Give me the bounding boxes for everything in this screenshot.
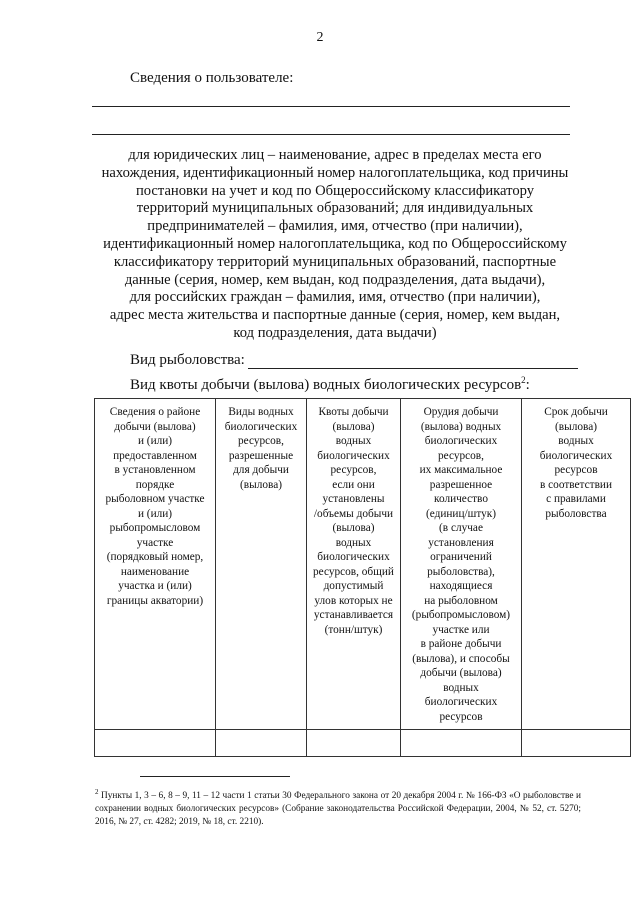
- header-line: установлены: [322, 493, 385, 505]
- footnote-separator: [140, 776, 290, 777]
- header-line: (тонн/штук): [324, 623, 383, 636]
- user-description-line: для юридических лиц – наименование, адрес в пределах места его: [128, 147, 542, 163]
- header-line: ресурсов,: [238, 435, 284, 447]
- header-line: (вылова), и способы: [412, 652, 510, 665]
- header-fishing-period: [522, 399, 631, 730]
- user-description-line: территорий муниципальных образований; для индивидуальных: [136, 200, 534, 217]
- footnote: [95, 786, 581, 829]
- header-line: разрешенные: [228, 449, 294, 462]
- user-description-line: для российских граждан – фамилия, имя, отчество (при наличии),: [129, 289, 541, 306]
- header-line: добычи (вылова): [114, 420, 196, 433]
- header-line: Виды водных: [228, 406, 294, 418]
- fishing-type-label: Вид рыболовства:: [130, 352, 245, 368]
- header-line: ресурсов,: [438, 449, 484, 462]
- table-row: [95, 730, 631, 757]
- header-line: ресурсов: [554, 464, 598, 476]
- table-cell: [401, 730, 522, 757]
- header-line: участка и (или): [118, 580, 192, 592]
- header-line: и (или): [137, 507, 173, 520]
- header-quotas: [307, 399, 401, 730]
- header-line: (вылова): [555, 420, 597, 433]
- header-line: Квоты добычи: [318, 406, 389, 418]
- table-header-row: [95, 399, 631, 730]
- quota-footnote-mark: 2: [521, 375, 526, 385]
- header-line: (вылова) водных: [420, 420, 502, 433]
- header-line: рыболовства),: [427, 565, 495, 578]
- header-line: для добычи: [233, 464, 289, 476]
- user-description-line: классификатору территорий муниципальных образований, паспортные: [113, 253, 557, 270]
- header-line: Сведения о районе: [109, 406, 201, 418]
- fishing-info-table: [94, 398, 631, 757]
- header-line: Орудия добычи: [423, 406, 499, 418]
- header-line: водных: [335, 536, 372, 549]
- header-line: участке или: [432, 623, 490, 636]
- user-info-line-1: [92, 106, 570, 107]
- header-line: водных: [443, 681, 479, 694]
- header-line: с правилами: [546, 493, 606, 505]
- user-description-line: данные (серия, номер, кем выдан, код подразделения, дата выдачи),: [124, 271, 546, 288]
- header-line: находящиеся: [429, 580, 493, 592]
- fishing-type-row: [130, 352, 245, 369]
- header-area-info: [95, 399, 216, 730]
- header-line: в установленном: [114, 464, 196, 476]
- header-line: водных: [335, 435, 372, 447]
- header-line: биологических: [317, 449, 390, 462]
- header-line: границы акватории): [106, 594, 204, 607]
- user-description-line: код подразделения, дата выдачи): [233, 324, 437, 341]
- user-section-title: Сведения о пользователе:: [130, 70, 294, 86]
- user-description-line: адрес места жительства и паспортные данные (серия, номер, кем выдан,: [109, 307, 561, 324]
- footnote-text: Пункты 1, 3 – 6, 8 – 9, 11 – 12 части 1 статьи 30 Федерального закона от 20 декабря 2004 г. № 166-ФЗ «О рыболовстве и сохранении водных биологических ресурсов» (Собрание законодательства Российской Федерации, 2004, № 52, ст. 5270; 2016, № 27, ст. 4282; 2019, № 18, ст. 2210).: [95, 791, 581, 828]
- header-line: биологических: [539, 449, 613, 462]
- header-line: устанавливается: [313, 609, 394, 621]
- header-line: /объемы добычи: [313, 507, 394, 520]
- header-line: рыболовства: [545, 507, 607, 520]
- header-line: ресурсов,: [330, 464, 377, 476]
- header-line: допустимый: [323, 580, 384, 592]
- header-line: порядке: [135, 478, 175, 491]
- page-number: 2: [316, 30, 324, 45]
- header-line: Срок добычи: [544, 406, 608, 418]
- header-line: (вылова): [332, 420, 375, 433]
- header-line: (рыбопромысловом): [411, 609, 511, 621]
- header-line: рыбопромысловом: [109, 522, 201, 534]
- table-cell: [216, 730, 307, 757]
- header-line: улов которых не: [314, 594, 393, 607]
- quota-type-row: [130, 375, 530, 394]
- user-description-line: нахождения, идентификационный номер налогоплательщика, код причины: [101, 164, 569, 181]
- header-line: и (или): [137, 435, 173, 447]
- header-species: [216, 399, 307, 730]
- header-line: участке: [136, 536, 174, 549]
- header-line: (порядковый номер,: [106, 551, 204, 563]
- header-line: в районе добычи: [420, 638, 502, 650]
- header-line: биологических: [424, 435, 498, 447]
- header-line: на рыболовном: [424, 594, 498, 607]
- header-line: биологических: [224, 420, 298, 433]
- header-line: добычи (вылова): [420, 667, 502, 679]
- header-line: разрешенное: [429, 478, 493, 491]
- header-line: рыболовном участке: [105, 493, 205, 505]
- header-line: предоставленном: [113, 449, 197, 462]
- user-description: [80, 147, 590, 343]
- user-description-line: постановки на учет и код по Общероссийскому классификатору: [135, 182, 535, 199]
- header-line: (вылова): [332, 522, 375, 534]
- header-line: (в случае: [439, 522, 483, 534]
- quota-type-label: Вид квоты добычи (вылова) водных биологических ресурсов: [130, 377, 522, 393]
- header-line: биологических: [424, 696, 498, 708]
- header-line: водных: [558, 435, 594, 447]
- user-description-line: предпринимателей – фамилия, имя, отчество (при наличии),: [147, 218, 523, 235]
- fishing-type-line: [248, 368, 578, 369]
- header-line: ресурсов, общий: [313, 565, 394, 578]
- header-line: установления: [428, 536, 494, 549]
- user-description-line: идентификационный номер налогоплательщика, код по Общероссийскому: [103, 235, 567, 252]
- footnote-mark: 2: [95, 788, 99, 796]
- header-line: (единиц/штук): [425, 507, 497, 520]
- header-line: если они: [332, 478, 375, 491]
- header-fishing-gear: [401, 399, 522, 730]
- table-cell: [95, 730, 216, 757]
- quota-colon: :: [525, 377, 530, 393]
- header-line: их максимальное: [419, 464, 503, 476]
- header-line: (вылова): [240, 478, 282, 491]
- header-line: наименование: [120, 565, 190, 578]
- header-line: ограничений: [430, 551, 492, 563]
- user-info-line-2: [92, 134, 570, 135]
- header-line: ресурсов: [439, 710, 483, 723]
- table-cell: [307, 730, 401, 757]
- table-cell: [522, 730, 631, 757]
- header-line: биологических: [317, 551, 390, 563]
- header-line: количество: [434, 493, 488, 505]
- header-line: в соответствии: [540, 478, 612, 491]
